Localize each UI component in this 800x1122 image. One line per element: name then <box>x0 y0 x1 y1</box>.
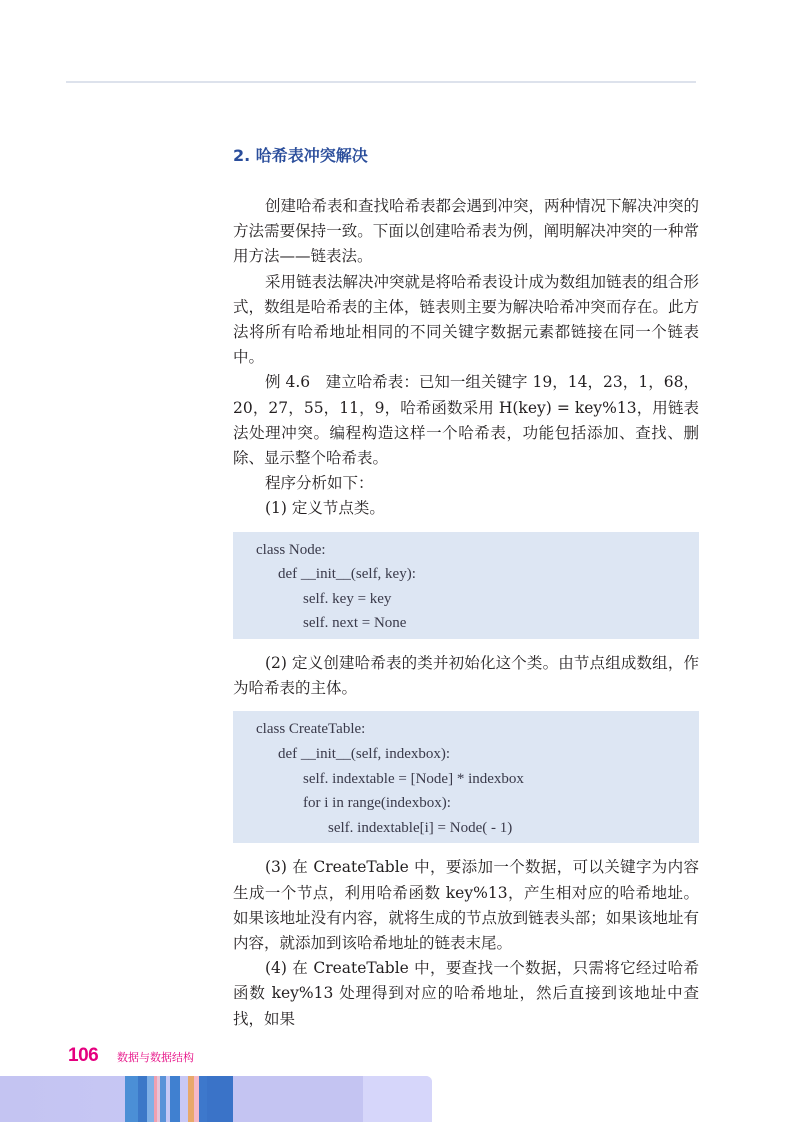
paragraph: 采用链表法解决冲突就是将哈希表设计成为数组加链表的组合形式，数组是哈希表的主体，链表则主要为解决哈希冲突而存在。此方法将所有哈希地址相同的不同关键字数据元素都链接在同一个链表中。 <box>233 272 700 367</box>
code-block-node-class <box>233 532 699 639</box>
example-paragraph: 例 4.6 建立哈希表：已知一组关键字 19，14，23，1，68，20，27，55，11，9，哈希函数采用 H(key) = key%13，用链表法处理冲突。编程构造这样一个哈希表，功能包括添加、查找、删除、显示整个哈希表。 <box>233 373 699 468</box>
code-line: class Node: <box>256 541 326 558</box>
code-line: self. next = None <box>303 615 407 632</box>
code-line: self. indextable = [Node] * indexbox <box>303 770 524 787</box>
page-content <box>233 140 699 1032</box>
code-line: class CreateTable: <box>256 721 366 738</box>
book-title: 数据与数据结构 <box>117 1051 194 1064</box>
footer-stripe <box>363 1076 432 1122</box>
paragraph: 程序分析如下： <box>265 474 374 493</box>
page-number: 106 <box>68 1045 99 1066</box>
section-title: 2. 哈希表冲突解决 <box>233 146 368 165</box>
code-line: self. indextable[i] = Node( - 1) <box>328 819 513 836</box>
footer-stripe <box>147 1076 154 1122</box>
step-paragraph: (4) 在 CreateTable 中，要查找一个数据，只需将它经过哈希函数 key%13 处理得到对应的哈希地址，然后直接到该地址中查找，如果 <box>233 959 699 1028</box>
footer-stripe <box>199 1076 207 1122</box>
footer-stripe <box>170 1076 180 1122</box>
paragraph: 创建哈希表和查找哈希表都会遇到冲突，两种情况下解决冲突的方法需要保持一致。下面以创建哈希表为例，阐明解决冲突的一种常用方法——链表法。 <box>233 197 700 266</box>
code-block-createtable-class <box>233 711 699 843</box>
code-line: def __init__(self, key): <box>278 566 416 583</box>
page-footer <box>0 1040 800 1122</box>
code-line: for i in range(indexbox): <box>303 795 451 812</box>
footer-stripe <box>138 1076 147 1122</box>
footer-stripe <box>180 1076 188 1122</box>
footer-stripe <box>207 1076 233 1122</box>
step-paragraph: (3) 在 CreateTable 中，要添加一个数据，可以关键字为内容生成一个节点，利用哈希函数 key%13，产生相对应的哈希地址。如果该地址没有内容，就将生成的节点放到链表头部；如果该地址有内容，就添加到该哈希地址的链表末尾。 <box>233 858 699 952</box>
header-rule <box>66 81 696 83</box>
footer-stripe <box>125 1076 138 1122</box>
code-line: self. key = key <box>303 590 392 607</box>
step-heading: (1) 定义节点类。 <box>265 499 385 518</box>
footer-stripe <box>233 1076 363 1122</box>
code-line: def __init__(self, indexbox): <box>278 746 451 763</box>
step-heading: (2) 定义创建哈希表的类并初始化这个类。由节点组成数组，作为哈希表的主体。 <box>233 654 699 698</box>
